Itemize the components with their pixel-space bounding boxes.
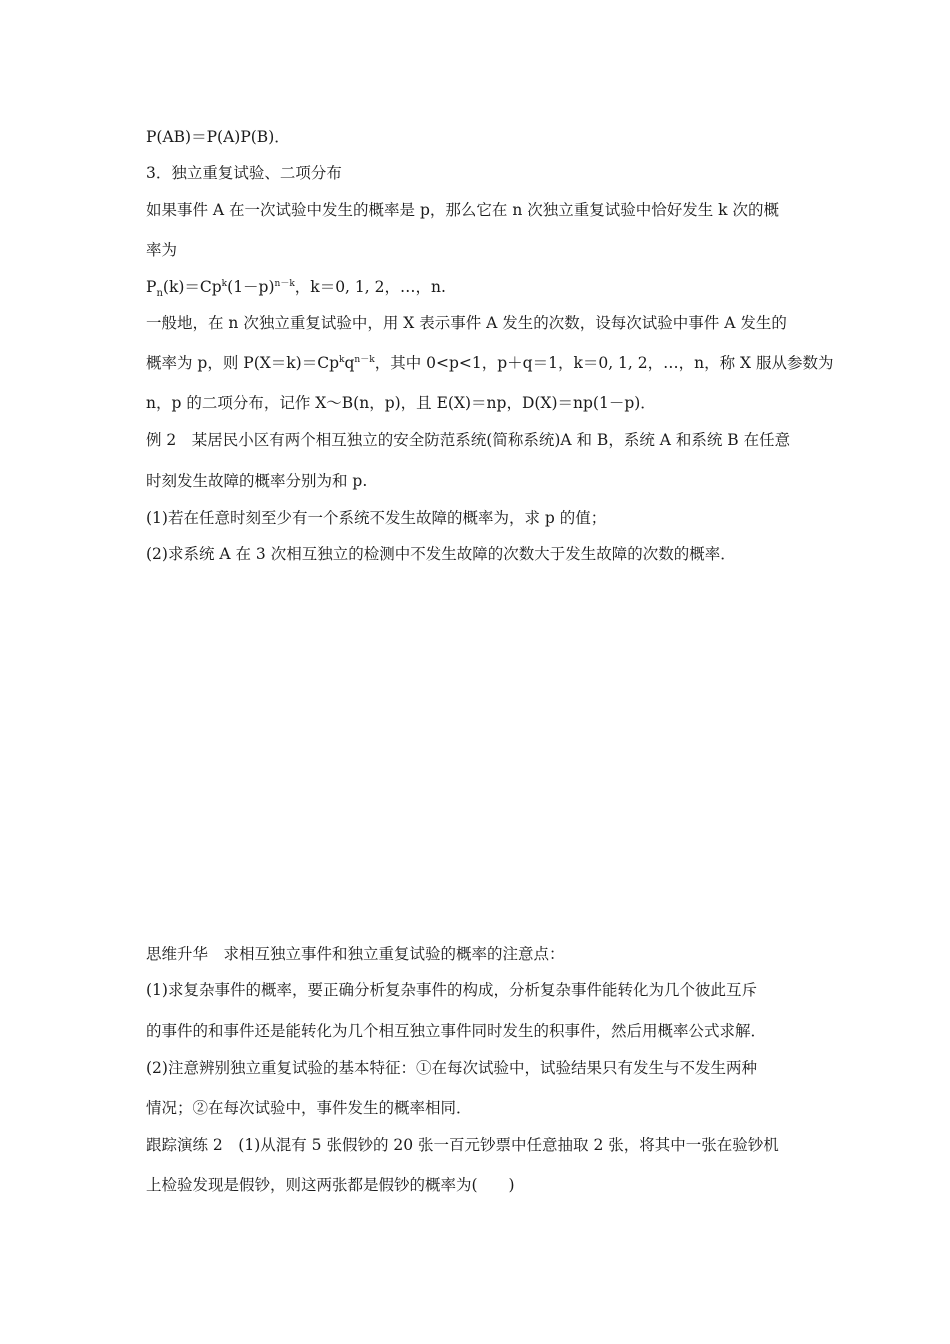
formula-subscript: n bbox=[156, 288, 163, 299]
summary-point-2: (2)注意辨别独立重复试验的基本特征：①在每次试验中，试验结果只有发生与不发生两种 bbox=[146, 1059, 757, 1077]
formula-part: 概率为 p，则 P(X＝k)＝Cp bbox=[146, 354, 340, 372]
formula-superscript: n－k bbox=[274, 279, 295, 289]
section-heading-binomial: 3．独立重复试验、二项分布 bbox=[146, 164, 342, 182]
formula-superscript: k bbox=[339, 355, 345, 365]
formula-part: P bbox=[146, 278, 157, 296]
text-line: n，p 的二项分布，记作 X～B(n，p)，且 E(X)＝np，D(X)＝np(1－p)． bbox=[146, 394, 656, 412]
practice-2-title: 跟踪演练 2 (1)从混有 5 张假钞的 20 张一百元钞票中任意抽取 2 张，将其中一张在验钞机 bbox=[146, 1136, 779, 1154]
formula-superscript: k bbox=[221, 279, 228, 289]
text-line: 一般地，在 n 次独立重复试验中，用 X 表示事件 A 发生的次数，设每次试验中事件 A 发生的 bbox=[146, 314, 787, 332]
text-line-with-formula bbox=[146, 353, 834, 376]
text-line: 如果事件 A 在一次试验中发生的概率是 p，那么它在 n 次独立重复试验中恰好发生 k 次的概 bbox=[146, 201, 779, 219]
formula-part: (k)＝Cp bbox=[162, 278, 222, 296]
formula-binomial-probability bbox=[146, 277, 446, 300]
formula-part: ，其中 0<p<1，p＋q＝1，k＝0, 1, 2，…，n，称 X 服从参数为 bbox=[374, 354, 834, 372]
example-2-question-1: (1)若在任意时刻至少有一个系统不发生故障的概率为，求 p 的值； bbox=[146, 509, 607, 527]
example-2-question-2: (2)求系统 A 在 3 次相互独立的检测中不发生故障的次数大于发生故障的次数的概率． bbox=[146, 545, 736, 563]
formula-superscript: n－k bbox=[354, 355, 375, 365]
summary-heading: 思维升华 求相互独立事件和独立重复试验的概率的注意点： bbox=[146, 945, 565, 963]
text-line: 情况；②在每次试验中，事件发生的概率相同． bbox=[146, 1099, 472, 1117]
formula-part: ，k＝0, 1, 2，…，n. bbox=[294, 278, 446, 296]
text-line: 率为 bbox=[146, 241, 178, 259]
formula-part: (1－p) bbox=[227, 278, 275, 296]
formula-part: q bbox=[344, 354, 355, 372]
text-line: 上检验发现是假钞，则这两张都是假钞的概率为( ) bbox=[146, 1176, 515, 1194]
summary-point-1: (1)求复杂事件的概率，要正确分析复杂事件的构成，分析复杂事件能转化为几个彼此互斥 bbox=[146, 981, 757, 999]
example-2-title: 例 2 某居民小区有两个相互独立的安全防范系统(简称系统)A 和 B，系统 A 和系统 B 在任意 bbox=[146, 431, 791, 449]
text-line: 时刻发生故障的概率分别为和 p. bbox=[146, 472, 368, 490]
text-line-formula-independence: P(AB)＝P(A)P(B)． bbox=[146, 128, 290, 146]
text-line: 的事件的和事件还是能转化为几个相互独立事件同时发生的积事件，然后用概率公式求解． bbox=[146, 1022, 767, 1040]
